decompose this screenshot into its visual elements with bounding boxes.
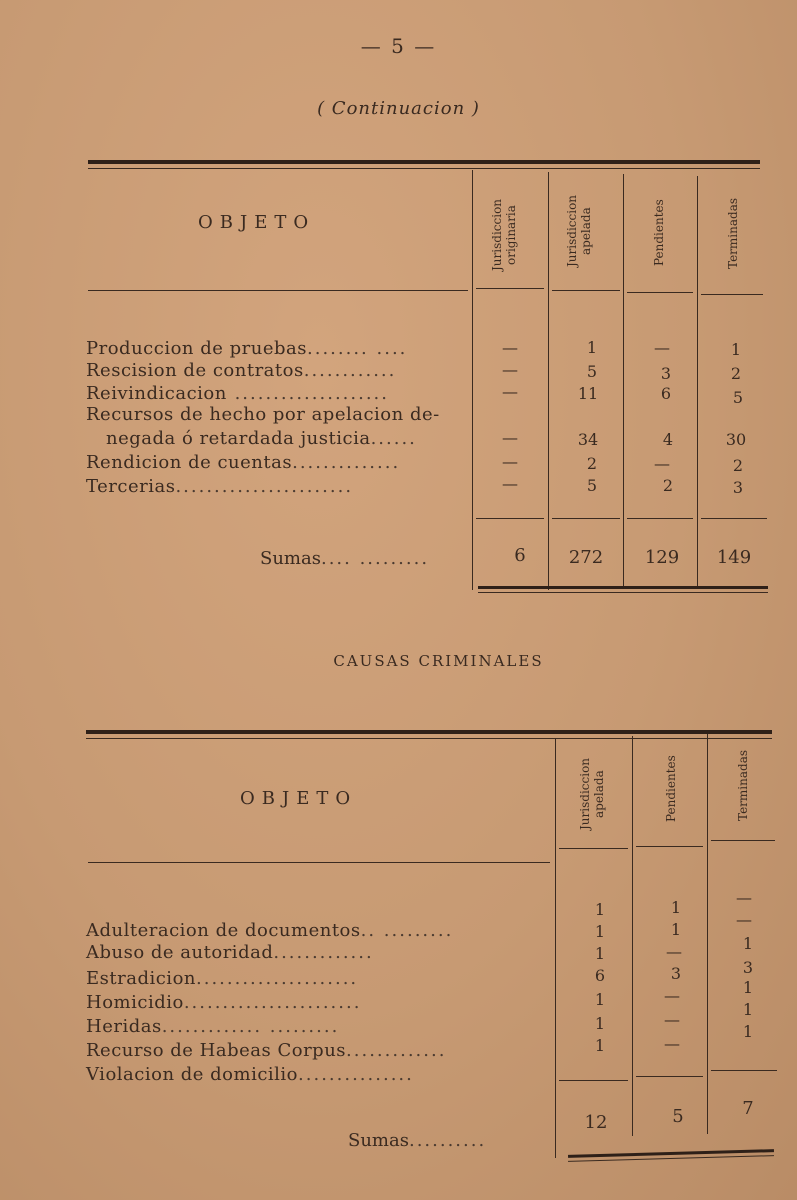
cell: —	[664, 1010, 680, 1029]
cell: 1	[742, 1000, 754, 1019]
cell: —	[502, 360, 518, 379]
cell: —	[654, 338, 670, 357]
sum-cell: 7	[742, 1098, 754, 1119]
cell: 1	[594, 922, 606, 941]
cell: 3	[670, 964, 682, 983]
table-row-label: Recurso de Habeas Corpus.............	[86, 1040, 447, 1061]
sum-cell: 6	[514, 545, 526, 566]
cell: —	[502, 382, 518, 401]
sum-cell: 149	[716, 547, 752, 568]
cell: 3	[742, 958, 754, 977]
cell: 1	[742, 978, 754, 997]
col-terminadas: Terminadas	[726, 197, 740, 269]
cell: 5	[732, 388, 744, 407]
cell: 1	[730, 340, 742, 359]
cell: —	[736, 910, 752, 929]
cell: 2	[732, 456, 744, 475]
cell: 1	[594, 1014, 606, 1033]
cell: 2	[730, 364, 742, 383]
col-terminadas: Terminadas	[736, 749, 750, 821]
table-row-label: Abuso de autoridad.............	[86, 942, 374, 963]
cell: 5	[586, 476, 598, 495]
cell: 1	[670, 898, 682, 917]
section-title: CAUSAS CRIMINALES	[333, 652, 544, 670]
cell: 6	[660, 384, 672, 403]
table-row-label: Rescision de contratos............	[86, 360, 397, 381]
cell: 2	[662, 476, 674, 495]
cell: 3	[660, 364, 672, 383]
objeto-header: OBJETO	[198, 212, 316, 233]
col-jurisdiccion-apelada: Jurisdiccion apelada	[565, 194, 593, 268]
cell: 1	[594, 944, 606, 963]
continuation-heading: ( Continuacion )	[317, 98, 480, 119]
table-row-label: Recursos de hecho por apelacion de-	[86, 404, 440, 425]
cell: 1	[594, 900, 606, 919]
cell: —	[502, 474, 518, 493]
cell: —	[664, 1034, 680, 1053]
sums-label: Sumas.... .........	[260, 548, 430, 569]
table-row-label: Reivindicacion ....................	[86, 383, 389, 404]
cell: 11	[577, 384, 599, 403]
sum-cell: 272	[568, 547, 604, 568]
cell: 1	[594, 990, 606, 1009]
sum-cell: 12	[584, 1112, 608, 1133]
table-row-label: Estradicion.....................	[86, 968, 359, 989]
table-row-label: Rendicion de cuentas..............	[86, 452, 401, 473]
cell: 1	[586, 338, 598, 357]
table-row-label: Violacion de domicilio...............	[86, 1064, 414, 1085]
cell: 4	[662, 430, 674, 449]
cell: 34	[577, 430, 599, 449]
sum-cell: 129	[644, 547, 680, 568]
col-pendientes: Pendientes	[652, 199, 666, 267]
cell: 3	[732, 478, 744, 497]
cell: —	[502, 428, 518, 447]
table-row-label: Heridas............. .........	[86, 1016, 340, 1037]
cell: —	[666, 942, 682, 961]
cell: 1	[670, 920, 682, 939]
col-jurisdiccion-apelada: Jurisdiccion apelada	[578, 757, 606, 831]
page-number: — 5 —	[360, 34, 437, 58]
table-row-label: negada ó retardada justicia......	[106, 428, 417, 449]
cell: 1	[594, 1036, 606, 1055]
cell: —	[664, 986, 680, 1005]
cell: 6	[594, 966, 606, 985]
table-row-label: Produccion de pruebas........ ....	[86, 338, 408, 359]
table-row-label: Adulteracion de documentos.. .........	[86, 920, 454, 941]
col-jurisdiccion-originaria: Jurisdiccion originaria	[490, 198, 518, 272]
cell: —	[654, 454, 670, 473]
col-pendientes: Pendientes	[664, 755, 678, 823]
table-row-label: Homicidio.......................	[86, 992, 362, 1013]
objeto-header: OBJETO	[240, 788, 358, 809]
table-row-label: Tercerias.......................	[86, 476, 354, 497]
cell: 1	[742, 934, 754, 953]
cell: —	[736, 888, 752, 907]
cell: 30	[725, 430, 747, 449]
sum-cell: 5	[672, 1106, 684, 1127]
cell: 2	[586, 454, 598, 473]
cell: —	[502, 338, 518, 357]
cell: 1	[742, 1022, 754, 1041]
cell: —	[502, 452, 518, 471]
sums-label: Sumas..........	[348, 1130, 487, 1151]
cell: 5	[586, 362, 598, 381]
